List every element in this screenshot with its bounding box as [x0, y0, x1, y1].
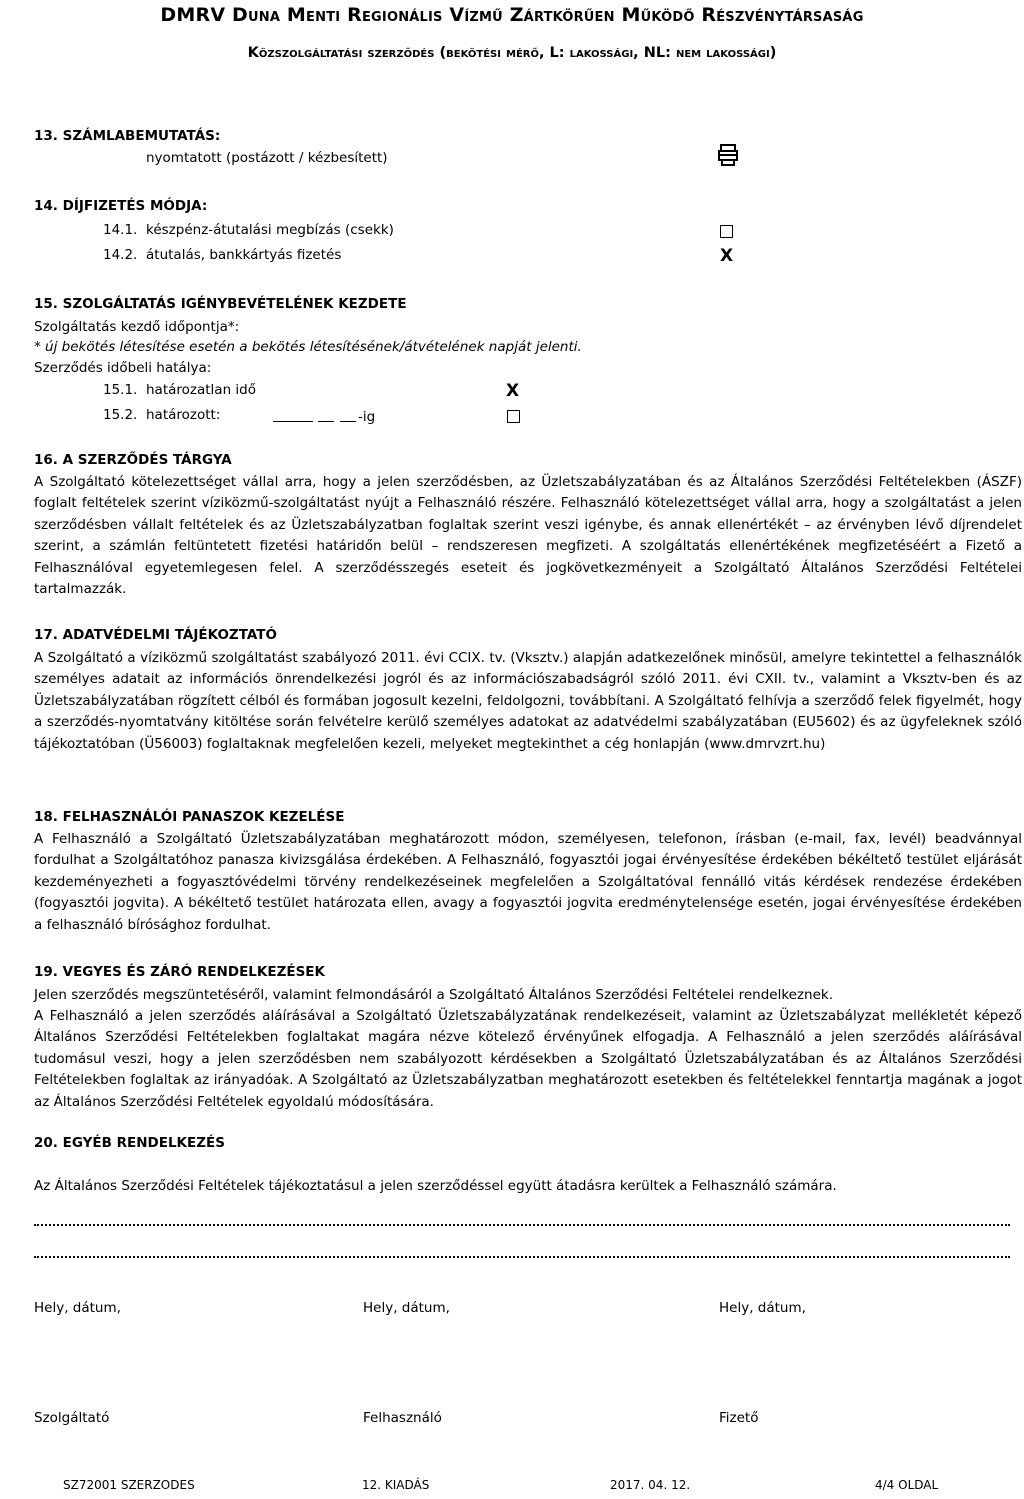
signature-party-provider: Szolgáltató	[34, 1410, 110, 1426]
term-option-checkbox-checked[interactable]: X	[506, 381, 520, 401]
payment-option-number: 14.1.	[103, 222, 138, 238]
payment-option-number: 14.2.	[103, 247, 138, 263]
date-day-blank[interactable]	[340, 421, 356, 422]
section-17-text: A Szolgáltató a víziközmű szolgáltatást szabályozó 2011. évi CCIX. tv. (Vksztv.) alapján adatkezelőnek minősül, amelyre tekintettel a felhasználók személyes adatait az információs önrendelkezési jogról és az információszabadságról szóló 2011. évi CXII. tv., valamint a Vksztv-ben és az Üzletszabályzatában rögzített célból és formában jogosult kezelni, feldolgozni, továbbítani. A Szolgáltató felhívja a szerződő felek figyelmét, hogy a szerződés-nyomtatvány kitöltése során felvételre kerülő személyes adatokat az adatvédelmi szabályzatában (EU5602) és az ügyfeleknek szóló tájékoztatóban (Ü56003) foglaltaknak megfelelően kezeli, melyeket megtekinthet a cég honlapján (www.dmrvzrt.hu)	[34, 650, 1022, 752]
date-suffix: -ig	[358, 409, 376, 425]
signature-place-date: Hely, dátum,	[34, 1300, 121, 1316]
section-13-title: 13. SZÁMLABEMUTATÁS:	[34, 128, 221, 144]
dotted-fill-line[interactable]	[34, 1224, 1010, 1226]
term-option-number: 15.1.	[103, 382, 138, 398]
term-option-label: határozott:	[146, 407, 221, 423]
signature-place-date: Hely, dátum,	[363, 1300, 450, 1316]
footer-page-number: 4/4 OLDAL	[875, 1478, 939, 1492]
payment-option-label: átutalás, bankkártyás fizetés	[146, 247, 342, 263]
payment-option-label: készpénz-átutalási megbízás (csekk)	[146, 222, 394, 238]
section-16-text: A Szolgáltató kötelezettséget vállal arra, hogy a jelen szerződésben, az Üzletszabályzatában és az Általános Szerződési Feltételekben (ÁSZF) foglalt feltételek szerint víziközmű-szolgáltatást nyújt a Felhasználó részére. Felhasználó kötelezettséget vállal arra, hogy a szolgáltatást a jelen szerződésben vállalt feltételek és az Üzletszabályzatban foglaltak szerint veszi igénybe, és annak ellenértékét – az érvényben lévő díjrendelet szerint, a számlán feltüntetett fizetési határidőn belül – rendszeresen megfizeti. A szolgáltatás ellenértékének megfizetéséért a Fizető a Felhasználóval egyetemlegesen felel. A szerződésszegés eseteit és jogkövetkezményeit a Szolgáltató Általános Szerződési Feltételei tartalmazzák.	[34, 474, 1022, 598]
term-option-checkbox-empty[interactable]	[507, 410, 520, 423]
footer-date: 2017. 04. 12.	[610, 1478, 691, 1492]
term-option-number: 15.2.	[103, 407, 138, 423]
section-14-title: 14. DÍJFIZETÉS MÓDJA:	[34, 198, 208, 214]
section-20-text: Az Általános Szerződési Feltételek tájékoztatásul a jelen szerződéssel együtt átadásra kerültek a Felhasználó számára.	[34, 1178, 837, 1194]
payment-option-checkbox-empty[interactable]	[720, 225, 733, 238]
signature-party-user: Felhasználó	[363, 1410, 442, 1426]
contract-subtitle: Közszolgáltatási szerződés (bekötési mérő, L: lakossági, NL: nem lakossági)	[247, 45, 777, 61]
dotted-fill-line[interactable]	[34, 1256, 1010, 1258]
section-15-title: 15. SZOLGÁLTATÁS IGÉNYBEVÉTELÉNEK KEZDETE	[34, 296, 407, 312]
signature-party-payer: Fizető	[719, 1410, 759, 1426]
date-year-blank[interactable]	[273, 421, 313, 422]
company-name: DMRV Duna Menti Regionális Vízmű Zártkörűen Működő Részvénytársaság	[160, 4, 864, 26]
service-start-label: Szolgáltatás kezdő időpontja*:	[34, 319, 240, 335]
section-19-text-2: A Felhasználó a jelen szerződés aláírásával a Szolgáltató Üzletszabályzatának rendelkezéseit, valamint az Üzletszabályzat mellékletét képező Általános Szerződési Feltételekben foglaltakat magára nézve kötelező érvényűnek elfogadja. A Felhasználó a jelen szerződés aláírásával tudomásul veszi, hogy a jelen szerződésben nem szabályozott kérdésekben a Szolgáltató Üzletszabályzatában és az Általános Szerződési Feltételekben foglaltak az irányadóak. A Szolgáltató az Üzletszabályzatban meghatározott esetekben és feltételekkel fenntartja magának a jogot az Általános Szerződési Feltételek egyoldalú módosítására.	[34, 1008, 1022, 1110]
section-19-text-1: Jelen szerződés megszüntetéséről, valamint felmondásáról a Szolgáltató Általános Szerződési Feltételei rendelkeznek.	[34, 987, 834, 1003]
invoice-option-label: nyomtatott (postázott / kézbesített)	[146, 150, 388, 166]
section-18-text: A Felhasználó a Szolgáltató Üzletszabályzatában meghatározott módon, személyesen, telefonon, írásban (e-mail, fax, levél) beadvánnyal fordulhat a Szolgáltatóhoz panasza kivizsgálása érdekében. A Felhasználó, fogyasztói jogai érvényesítése érdekében békéltető testület eljárását kezdeményezheti a fogyasztóvédelmi törvény rendelkezéseinek megfelelően a Szolgáltatóval fennálló vitás kérdések rendezése érdekében (fogyasztói jogvita). A békéltető testület határozata ellen, avagy a fogyasztói jogvita eredménytelensége esetén, jogai érvényesítése érdekében a felhasználó bírósághoz fordulhat.	[34, 831, 1022, 933]
payment-option-checkbox-checked[interactable]: X	[720, 246, 734, 266]
date-month-blank[interactable]	[318, 421, 334, 422]
footer-edition: 12. KIADÁS	[362, 1478, 430, 1492]
section-19-title: 19. VEGYES ÉS ZÁRÓ RENDELKEZÉSEK	[34, 964, 325, 980]
contract-term-label: Szerződés időbeli hatálya:	[34, 360, 212, 376]
section-16-title: 16. A SZERZŐDÉS TÁRGYA	[34, 452, 232, 468]
service-start-note: * új bekötés létesítése esetén a bekötés létesítésének/átvételének napját jelenti.	[34, 339, 582, 355]
term-option-label: határozatlan idő	[146, 382, 257, 398]
section-18-title: 18. FELHASZNÁLÓI PANASZOK KEZELÉSE	[34, 809, 345, 825]
signature-place-date: Hely, dátum,	[719, 1300, 806, 1316]
section-17-title: 17. ADATVÉDELMI TÁJÉKOZTATÓ	[34, 627, 277, 643]
footer-document-code: SZ72001 SZERZODES	[63, 1478, 195, 1492]
printer-icon	[717, 143, 739, 171]
section-20-title: 20. EGYÉB RENDELKEZÉS	[34, 1135, 225, 1151]
